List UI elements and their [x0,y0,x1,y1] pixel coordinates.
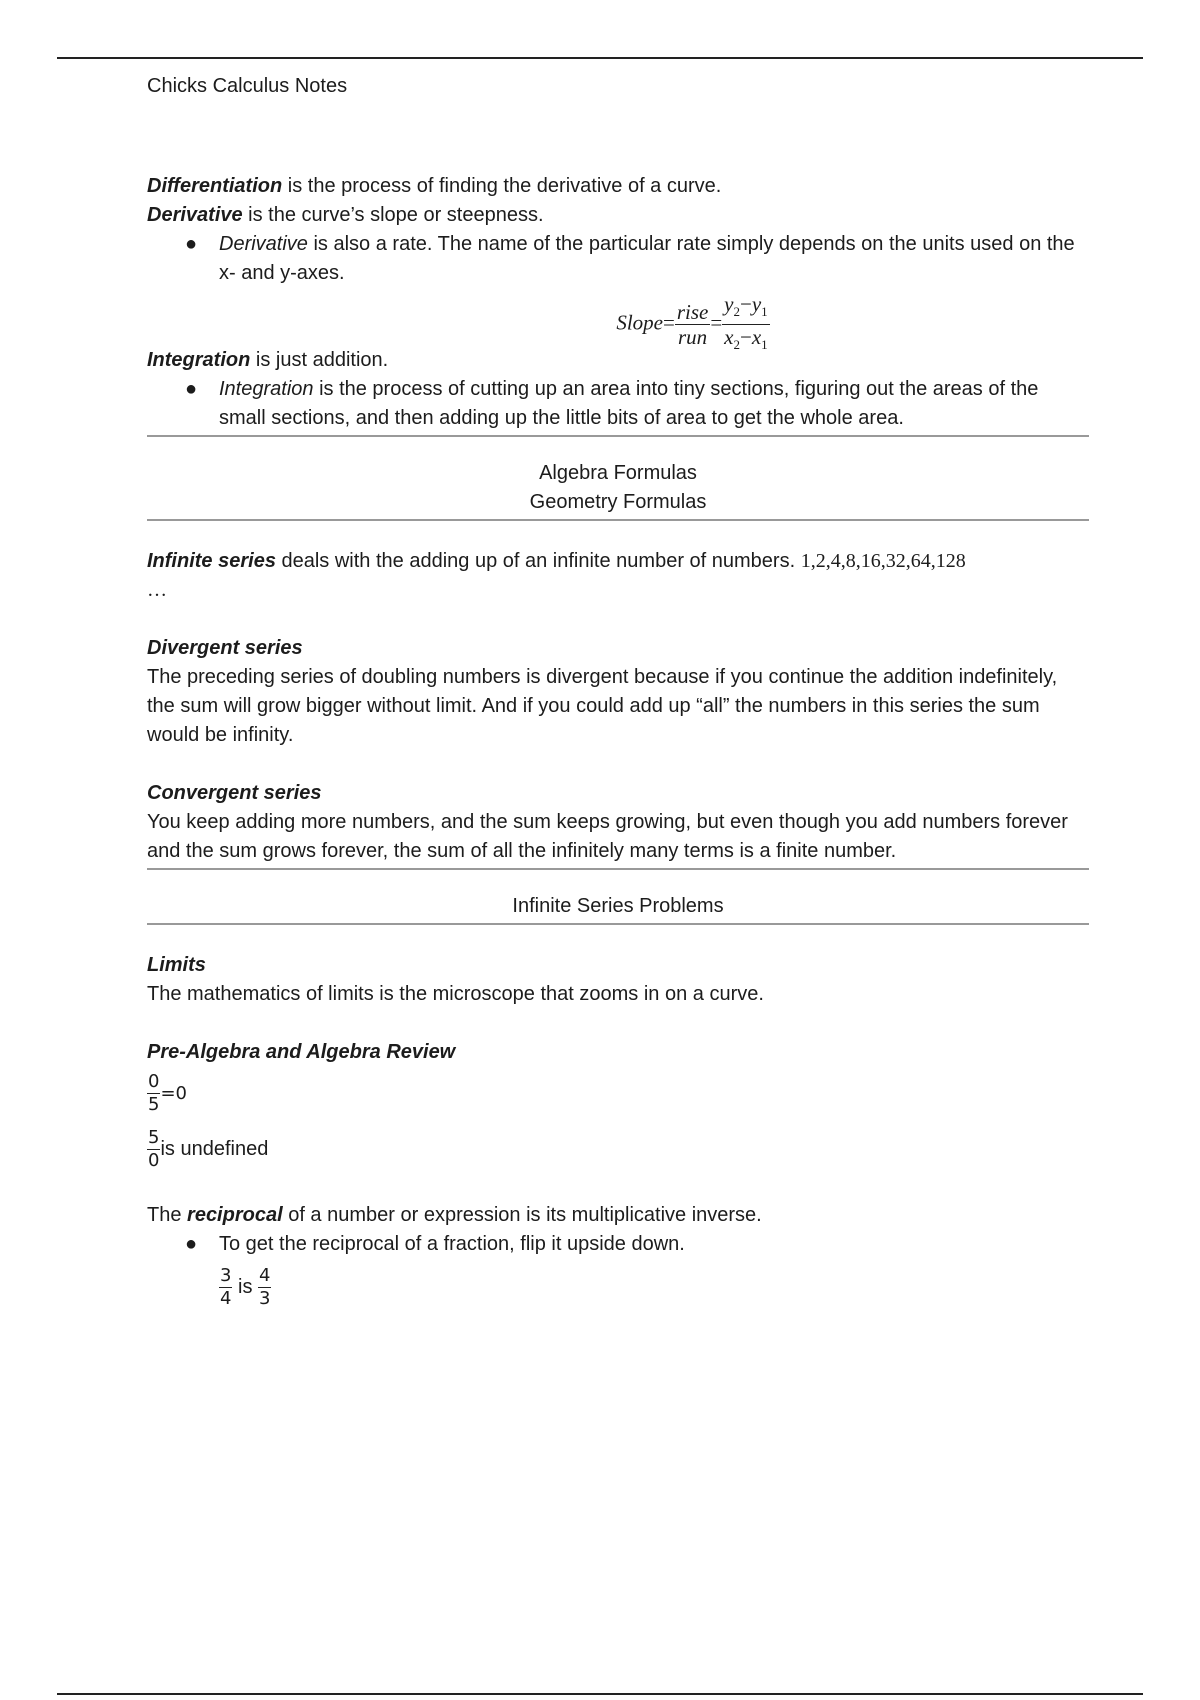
series-ellipsis: … [147,579,167,601]
x-var: x [751,325,762,350]
x-var: x [724,325,734,350]
reciprocal-paragraph [147,1201,1089,1230]
differentiation-paragraph [147,172,1089,201]
convergent-text: You keep adding more numbers, and the sum keeps growing, but even though you add numbers forever and the sum grows forever, the sum of all the infinitely many terms is a finite number. [147,811,1068,862]
fraction [258,1265,271,1310]
derivative-paragraph [147,201,1089,230]
integration-list [147,375,1089,433]
prealgebra-heading: Pre-Algebra and Algebra Review [147,1041,456,1063]
denominator: 4 [220,1287,232,1309]
bullet-icon: ● [185,233,198,255]
derivative-text: is the curve’s slope or steepness. [242,204,544,226]
rise-over-run [675,300,711,349]
rise: rise [676,300,709,325]
slope-formula [147,292,1089,353]
reciprocal-list [147,1230,1089,1259]
numerator: 5 [148,1126,160,1148]
series-numbers: 1,2,4,8,16,32,64,128 [800,550,966,572]
page-header: Chicks Calculus Notes [147,75,348,97]
list-item [185,230,1089,288]
sub: 1 [761,304,768,320]
differentiation-text: is the process of finding the derivative of a curve. [282,175,722,197]
fraction [147,1127,160,1172]
integration-paragraph [147,346,1089,375]
divergent-heading: Divergent series [147,637,303,659]
integration-text: is just addition. [250,349,389,371]
top-rule [57,57,1143,59]
fraction [219,1265,232,1310]
infinite-series-term: Infinite series [147,550,276,572]
derivative-bullet-text: is also a rate. The name of the particular rate simply depends on the units used on the x- and y-axes. [219,233,1075,284]
sub: 1 [761,337,768,353]
integration-term: Integration [147,349,251,371]
fraction [147,1071,160,1116]
list-item [185,375,1089,433]
derivative-term: Derivative [147,204,243,226]
derivative-list [147,230,1089,288]
limits-text: The mathematics of limits is the microscope that zooms in on a curve. [147,983,764,1005]
infinite-series-text: deals with the adding up of an infinite number of numbers. [275,550,801,572]
denominator: 3 [259,1287,271,1309]
five-over-zero [147,1119,1089,1179]
equation-rhs: =0 [160,1082,187,1104]
reciprocal-pre: The [147,1204,188,1226]
equals-sign: = [710,310,723,335]
integration-bullet-text: is the process of cutting up an area into tiny sections, figuring out the areas of the small sections, and then adding up the little bits of area to get the whole area. [219,378,1039,429]
infinite-series-paragraph [147,547,1089,605]
geometry-formulas-link[interactable]: Geometry Formulas [529,491,707,513]
limits-heading: Limits [147,954,206,976]
denominator: 0 [148,1149,160,1171]
y-var: y [724,292,734,316]
list-item [185,1230,1089,1259]
undefined-text: is undefined [160,1137,269,1160]
x-difference [722,325,770,357]
differentiation-term: Differentiation [147,175,283,197]
denominator: 5 [148,1093,160,1115]
y-var: y [751,292,762,316]
equals-sign: = [662,310,675,335]
divergent-text: The preceding series of doubling numbers is divergent because if you continue the addition indefinitely, the sum will grow bigger without limit. And if you could add up “all” the numbers in this series the sum would be infinity. [147,666,1058,746]
reciprocal-text: of a number or expression is its multiplicative inverse. [282,1204,762,1226]
numerator: 0 [148,1070,160,1092]
minus: − [740,325,752,350]
reciprocal-example [147,1259,1089,1315]
reciprocal-bullet-text: To get the reciprocal of a fraction, flip it upside down. [219,1233,685,1255]
algebra-formulas-link[interactable]: Algebra Formulas [539,462,697,484]
zero-over-five [147,1067,1089,1119]
reciprocal-term: reciprocal [187,1204,283,1226]
bullet-icon: ● [185,1233,198,1255]
run: run [677,325,708,350]
y-difference [722,292,770,325]
numerator: 4 [259,1264,271,1286]
sub: 2 [733,337,740,353]
derivative-bullet-term: Derivative [219,233,308,255]
slope-lhs: Slope [616,310,663,335]
document-body [147,172,1089,1315]
bullet-icon: ● [185,378,198,400]
minus: − [740,292,752,316]
infinite-series-problems-link[interactable]: Infinite Series Problems [512,895,724,917]
numerator: 3 [220,1264,232,1286]
integration-bullet-term: Integration [219,378,314,400]
bottom-rule [57,1693,1143,1695]
convergent-heading: Convergent series [147,782,322,804]
is-word: is [232,1275,259,1298]
difference-quotient [722,292,770,357]
sub: 2 [733,304,740,320]
